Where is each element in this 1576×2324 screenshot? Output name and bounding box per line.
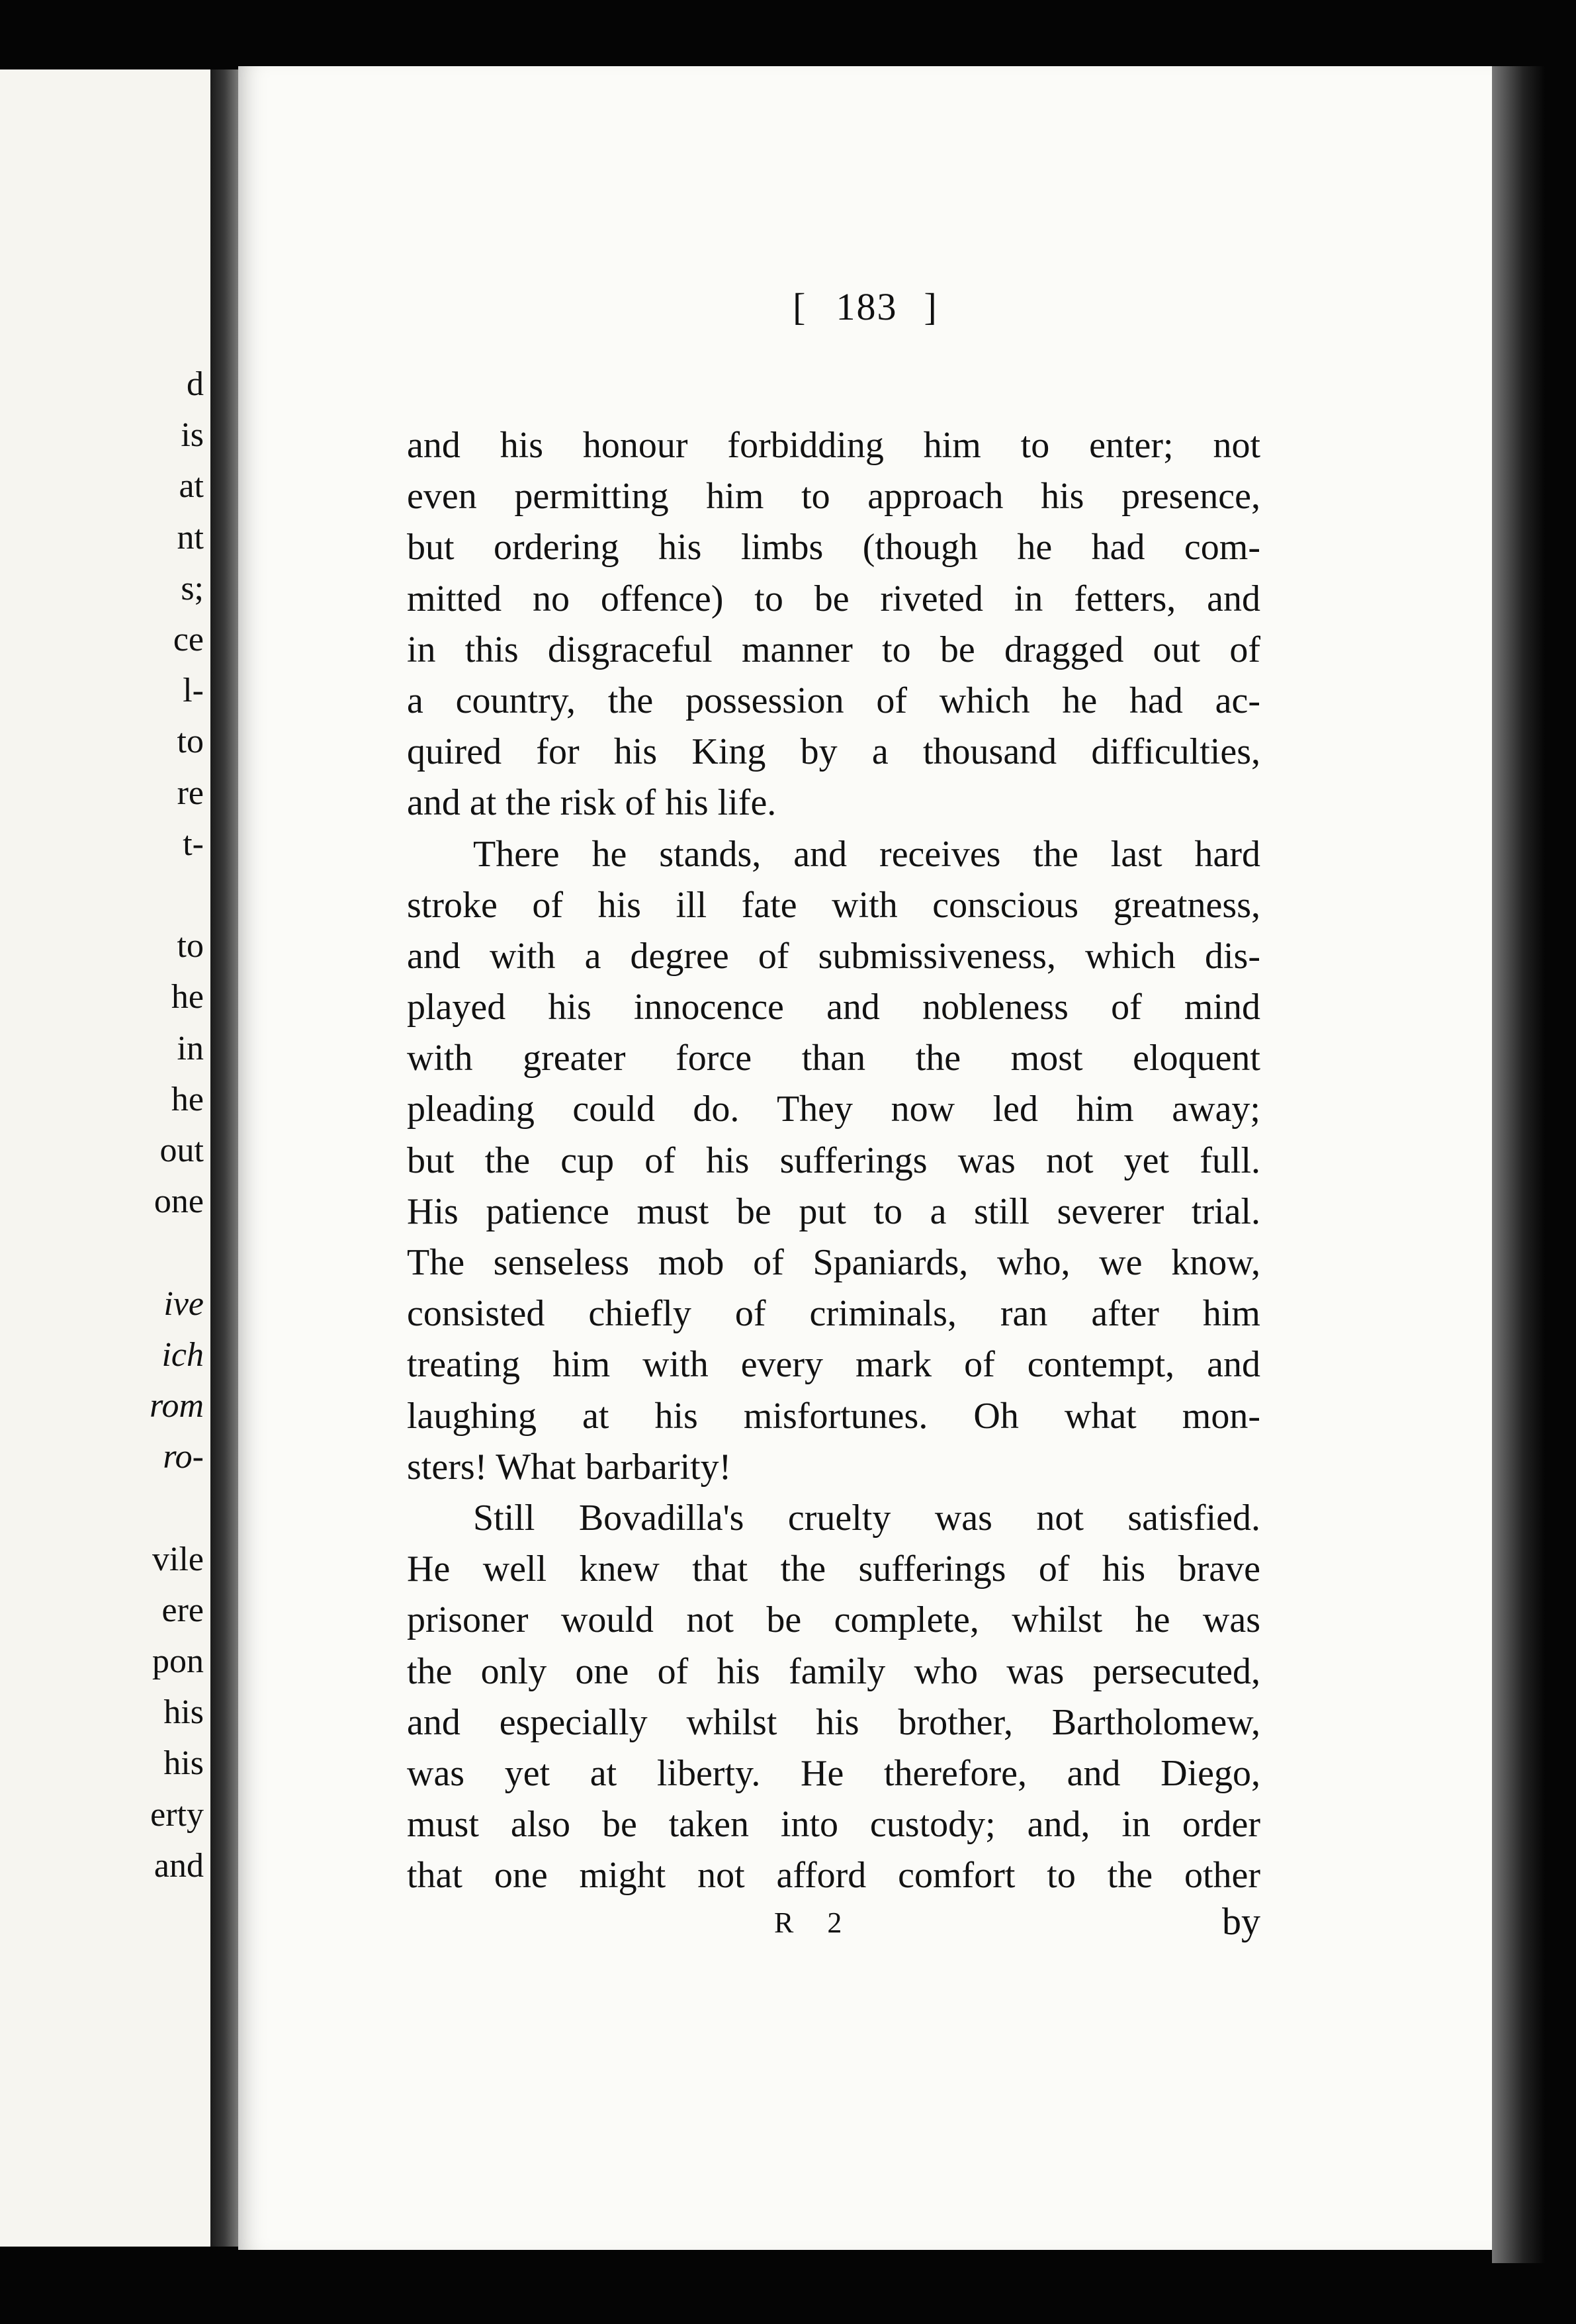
previous-page-fragment: erty <box>150 1795 204 1834</box>
text-line: Still Bovadilla's cruelty was not satisfied. <box>473 1497 1260 1539</box>
page-number: 183 <box>836 285 898 328</box>
text-line: but the cup of his sufferings was not yet full. <box>407 1140 1260 1181</box>
text-line: consisted chiefly of criminals, ran after him <box>407 1293 1260 1335</box>
previous-page-fragment: at <box>179 467 204 506</box>
book-page <box>238 66 1495 2250</box>
text-line: even permitting him to approach his presence, <box>407 476 1260 517</box>
header-bracket-open: [ <box>793 285 810 328</box>
previous-page-fragment: ce <box>173 621 204 658</box>
text-line: He well knew that the sufferings of his brave <box>407 1548 1260 1590</box>
text-line: a country, the possession of which he had ac- <box>407 680 1260 721</box>
previous-page-fragment: to <box>177 723 204 761</box>
previous-page-fragment: his <box>163 1744 204 1783</box>
previous-page-fragment: to <box>177 927 204 965</box>
previous-page-fragment: his <box>163 1693 204 1732</box>
text-line: laughing at his misfortunes. Oh what mon- <box>407 1395 1260 1437</box>
previous-page-fragment: out <box>159 1132 204 1169</box>
previous-page-fragment: nt <box>177 518 204 557</box>
text-line: quired for his King by a thousand difficulties, <box>407 731 1260 773</box>
text-line: stroke of his ill fate with conscious greatness, <box>407 884 1260 926</box>
previous-page-fragment: and <box>153 1846 204 1885</box>
text-line: the only one of his family who was persecuted, <box>407 1650 1260 1692</box>
previous-page-fragment: re <box>177 774 204 812</box>
previous-page-fragment: ive <box>163 1284 204 1323</box>
text-line: and at the risk of his life. <box>407 782 777 824</box>
text-line: that one might not afford comfort to the other <box>407 1855 1260 1897</box>
text-line: His patience must be put to a still severer trial. <box>407 1190 1260 1232</box>
text-line: There he stands, and receives the last hard <box>473 833 1260 875</box>
previous-page-fragment: s; <box>181 569 204 607</box>
previous-page-fragment: in <box>177 1029 204 1067</box>
text-line: played his innocence and nobleness of mind <box>407 987 1260 1028</box>
text-line: mitted no offence) to be riveted in fetters, and <box>407 578 1260 619</box>
previous-page-fragment: he <box>171 978 204 1016</box>
page-footer <box>407 1899 1260 1952</box>
previous-page-fragment: t- <box>183 825 204 863</box>
previous-page <box>0 69 221 2247</box>
body-text <box>407 420 1260 1901</box>
text-line: in this disgraceful manner to be dragged out of <box>407 629 1260 670</box>
previous-page-fragment: ere <box>161 1591 204 1629</box>
text-line: must also be taken into custody; and, in order <box>407 1804 1260 1846</box>
previous-page-fragment: rom <box>150 1387 204 1425</box>
page-edge-shadow <box>1492 66 1545 2263</box>
text-line: was yet at liberty. He therefore, and Diego, <box>407 1752 1260 1794</box>
signature-mark: R 2 <box>774 1906 855 1939</box>
text-line: and his honour forbidding him to enter; not <box>407 425 1260 466</box>
previous-page-fragment: l- <box>183 672 204 710</box>
page-header <box>238 285 1495 329</box>
header-bracket-close: ] <box>924 285 941 328</box>
previous-page-fragment: is <box>181 416 204 455</box>
text-line: but ordering his limbs (though he had com- <box>407 527 1260 568</box>
text-line: The senseless mob of Spaniards, who, we know, <box>407 1242 1260 1283</box>
previous-page-fragment: ro- <box>163 1438 204 1476</box>
text-line: pleading could do. They now led him away; <box>407 1089 1260 1130</box>
previous-page-fragment: vile <box>152 1540 204 1578</box>
previous-page-fragment: he <box>171 1080 204 1118</box>
text-line: and especially whilst his brother, Bartholomew, <box>407 1701 1260 1743</box>
previous-page-fragment: pon <box>152 1642 204 1680</box>
text-line: sters! What barbarity! <box>407 1446 732 1488</box>
text-line: treating him with every mark of contempt, and <box>407 1344 1260 1386</box>
catchword: by <box>1222 1900 1260 1943</box>
previous-page-fragment: one <box>153 1183 204 1221</box>
text-line: prisoner would not be complete, whilst he was <box>407 1599 1260 1641</box>
text-line: and with a degree of submissiveness, which dis- <box>407 935 1260 977</box>
previous-page-fragment: d <box>187 365 204 403</box>
previous-page-fragment: ich <box>161 1335 204 1374</box>
text-line: with greater force than the most eloquent <box>407 1038 1260 1079</box>
